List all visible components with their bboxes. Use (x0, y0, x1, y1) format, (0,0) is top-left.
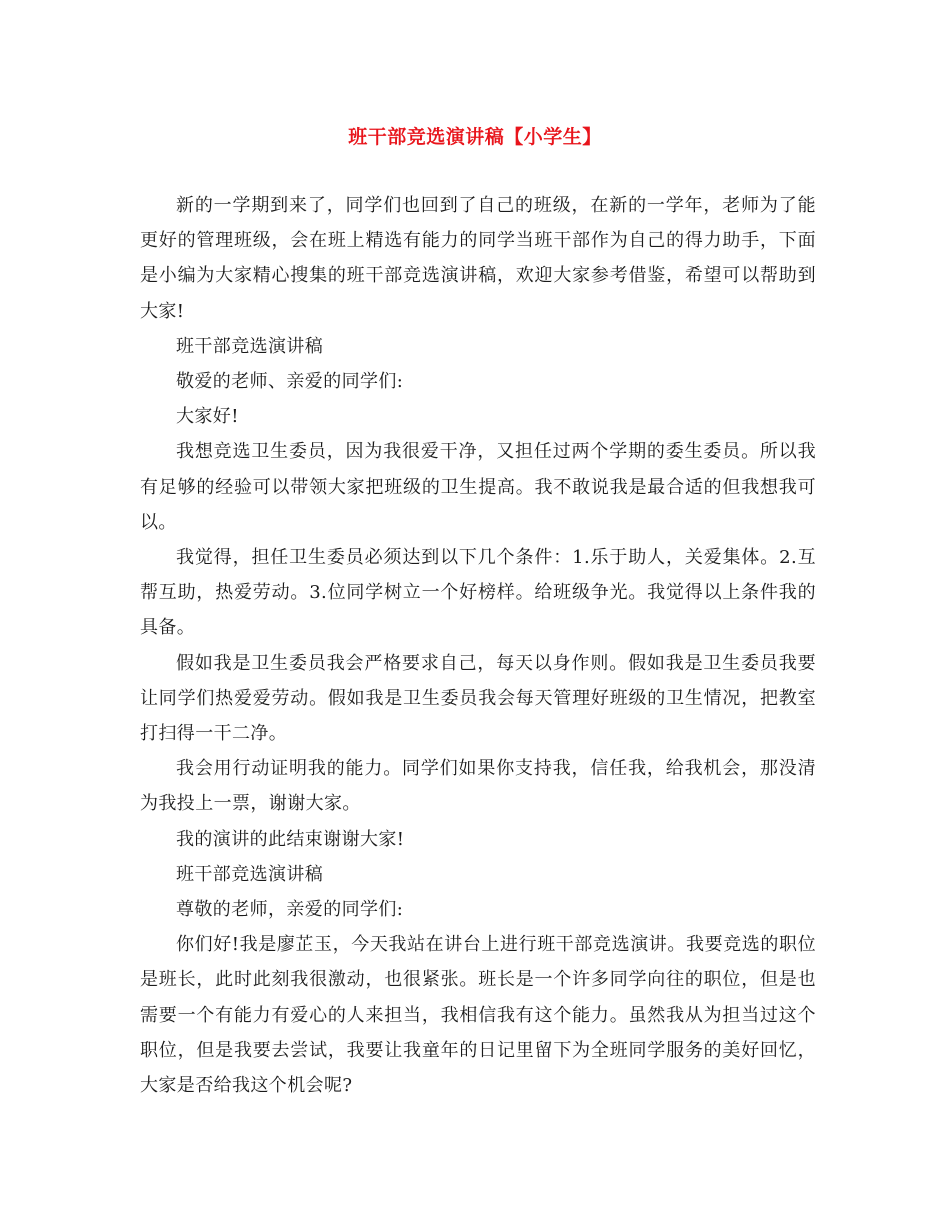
speech-1-closing: 我的演讲的此结束谢谢大家! (176, 828, 405, 850)
speech-1-paragraph-1: 我想竞选卫生委员，因为我很爱干净，又担任过两个学期的委生委员。所以我有足够的经验可以带领大家把班级的卫生提高。我不敢说我是最合适的但我想我可以。 (140, 441, 816, 533)
salutation-2: 尊敬的老师，亲爱的同学们: (176, 899, 404, 921)
speech-2-paragraph-1: 你们好!我是廖芷玉，今天我站在讲台上进行班干部竞选演讲。我要竞选的职位是班长，此时此刻我很激动，也很紧张。班长是一个许多同学向往的职位，但是也需要一个有能力有爱心的人来担当，我相信我有这个能力。虽然我从为担当过这个职位，但是我要去尝试，我要让我童年的日记里留下为全班同学服务的美好回忆，大家是否给我这个机会呢? (140, 934, 816, 1097)
document-body (140, 188, 816, 1103)
speech-heading-1: 班干部竞选演讲稿 (176, 335, 324, 357)
speech-1-paragraph-4: 我会用行动证明我的能力。同学们如果你支持我，信任我，给我机会，那没清为我投上一票，谢谢大家。 (140, 758, 816, 815)
salutation-1: 敬爱的老师、亲爱的同学们: (176, 371, 404, 393)
speech-heading-2: 班干部竞选演讲稿 (176, 863, 324, 885)
greeting-1: 大家好! (176, 406, 239, 428)
document-title: 班干部竞选演讲稿【小学生】 (348, 126, 602, 148)
speech-1-paragraph-2: 我觉得，担任卫生委员必须达到以下几个条件：1.乐于助人，关爱集体。2.互帮互助，热爱劳动。3.位同学树立一个好榜样。给班级争光。我觉得以上条件我的具备。 (140, 547, 816, 639)
intro-paragraph: 新的一学期到来了，同学们也回到了自己的班级，在新的一学年，老师为了能更好的管理班级，会在班上精选有能力的同学当班干部作为自己的得力助手，下面是小编为大家精心搜集的班干部竞选演讲稿，欢迎大家参考借鉴，希望可以帮助到大家! (140, 195, 816, 322)
speech-1-paragraph-3: 假如我是卫生委员我会严格要求自己，每天以身作则。假如我是卫生委员我要让同学们热爱爱劳动。假如我是卫生委员我会每天管理好班级的卫生情况，把教室打扫得一干二净。 (140, 652, 816, 745)
